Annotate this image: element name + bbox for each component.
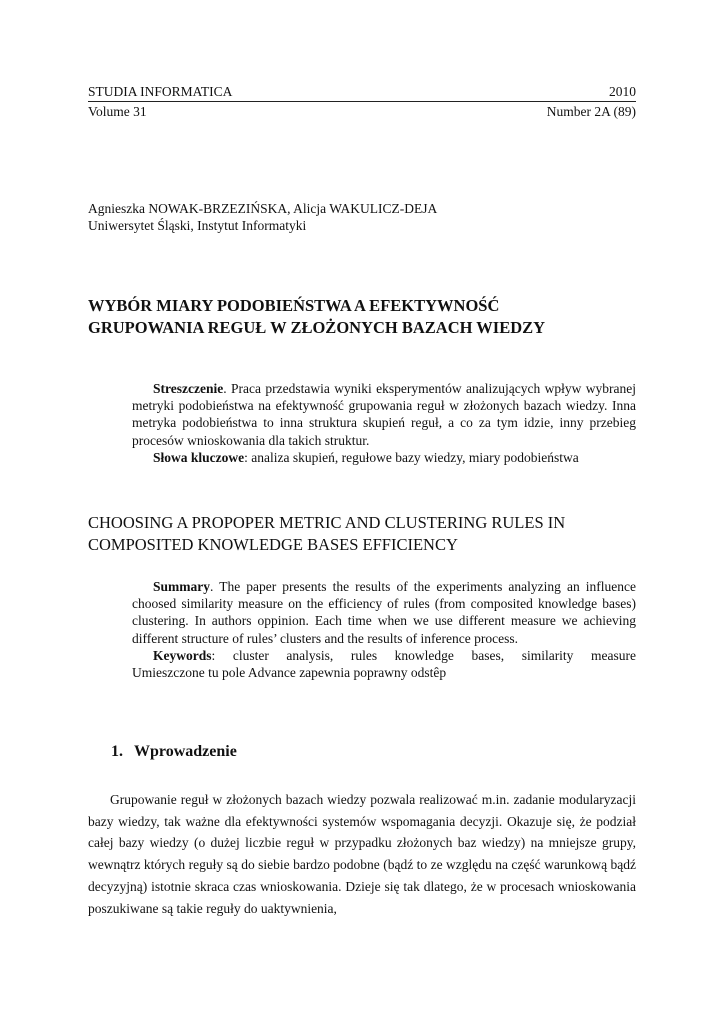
author-block bbox=[88, 200, 437, 234]
body-paragraph bbox=[88, 789, 636, 919]
author-affiliation: Uniwersytet Śląski, Instytut Informatyki bbox=[88, 218, 307, 233]
title-polish-line2: GRUPOWANIA REGUŁ W ZŁOŻONYCH BAZACH WIEDZY bbox=[88, 318, 546, 337]
abstract-english-text: . The paper presents the results of the experiments analyzing an influence choosed similarity measure on the efficiency of rules (from composited knowledge bases) clustering. In authors oppinion. Each time when we use different measure we achieving different structure of rules’ clusters and the results of inference process. bbox=[132, 579, 636, 646]
journal-name: STUDIA INFORMATICA bbox=[88, 84, 233, 99]
keywords-english bbox=[132, 647, 636, 664]
keywords-polish-text: : analiza skupień, regułowe bazy wiedzy, miary podobieństwa bbox=[244, 449, 579, 465]
abstract-polish-paragraph bbox=[132, 380, 636, 449]
journal-year: 2010 bbox=[609, 84, 636, 99]
journal-volume: Volume 31 bbox=[88, 104, 147, 119]
title-polish bbox=[88, 295, 648, 339]
abstract-polish bbox=[132, 380, 636, 466]
keywords-english-label: Keywords bbox=[153, 647, 212, 663]
abstract-polish-label: Streszczenie bbox=[153, 381, 224, 396]
keywords-polish bbox=[132, 449, 636, 466]
abstract-polish-text: . Praca przedstawia wyniki eksperymentów analizujących wpływ wybranej metryki podobieństwa na efektywność grupowania reguł w złożonych bazach wiedzy. Inna metryka podobieństwa to inna struktura skupień reguł, a co za tym idzie, inny przebieg procesów wnioskowania dla takich struktur. bbox=[132, 381, 636, 448]
section-title: Wprowadzenie bbox=[134, 743, 237, 760]
journal-number: Number 2A (89) bbox=[546, 104, 636, 119]
title-english-line1: CHOOSING A PROPOPER METRIC AND CLUSTERING RULES IN bbox=[88, 513, 566, 532]
abstract-english bbox=[132, 578, 636, 681]
body-paragraph-text: Grupowanie reguł w złożonych bazach wiedzy pozwala realizować m.in. zadanie modularyzacji bazy wiedzy, tak ważne dla efektywności systemów wspomagania decyzji. Okazuje się, że podział całej bazy wiedzy (o dużej liczbie reguł w przypadku złożonych baz wiedzy) na mniejsze grupy, wewnątrz których reguły są do siebie bardzo podobne (bądź to ze względu na część warunkową bądź decyzyjną) istotnie skraca czas wnioskowania. Dzieje się tak dlatego, że w procesach wnioskowania poszukiwane są takie reguły do uaktywnienia, bbox=[88, 792, 636, 916]
abstract-english-label: Summary bbox=[153, 579, 210, 594]
keywords-polish-label: Słowa kluczowe bbox=[153, 449, 245, 465]
author-names: Agnieszka NOWAK-BRZEZIŃSKA, Alicja WAKULICZ-DEJA bbox=[88, 201, 438, 216]
section-number: 1. bbox=[111, 743, 123, 760]
keywords-english-text: : cluster analysis, rules knowledge bases, similarity measure bbox=[211, 647, 636, 663]
section-heading bbox=[111, 743, 237, 761]
title-english-line2: COMPOSITED KNOWLEDGE BASES EFFICIENCY bbox=[88, 534, 458, 554]
header-rule bbox=[88, 101, 636, 102]
title-english bbox=[88, 512, 648, 555]
title-polish-line1: WYBÓR MIARY PODOBIEŃSTWA A EFEKTYWNOŚĆ bbox=[88, 296, 500, 315]
abstract-english-paragraph bbox=[132, 578, 636, 647]
spacing-note: Umieszczone tu pole Advance zapewnia poprawny odstêp bbox=[132, 665, 447, 681]
